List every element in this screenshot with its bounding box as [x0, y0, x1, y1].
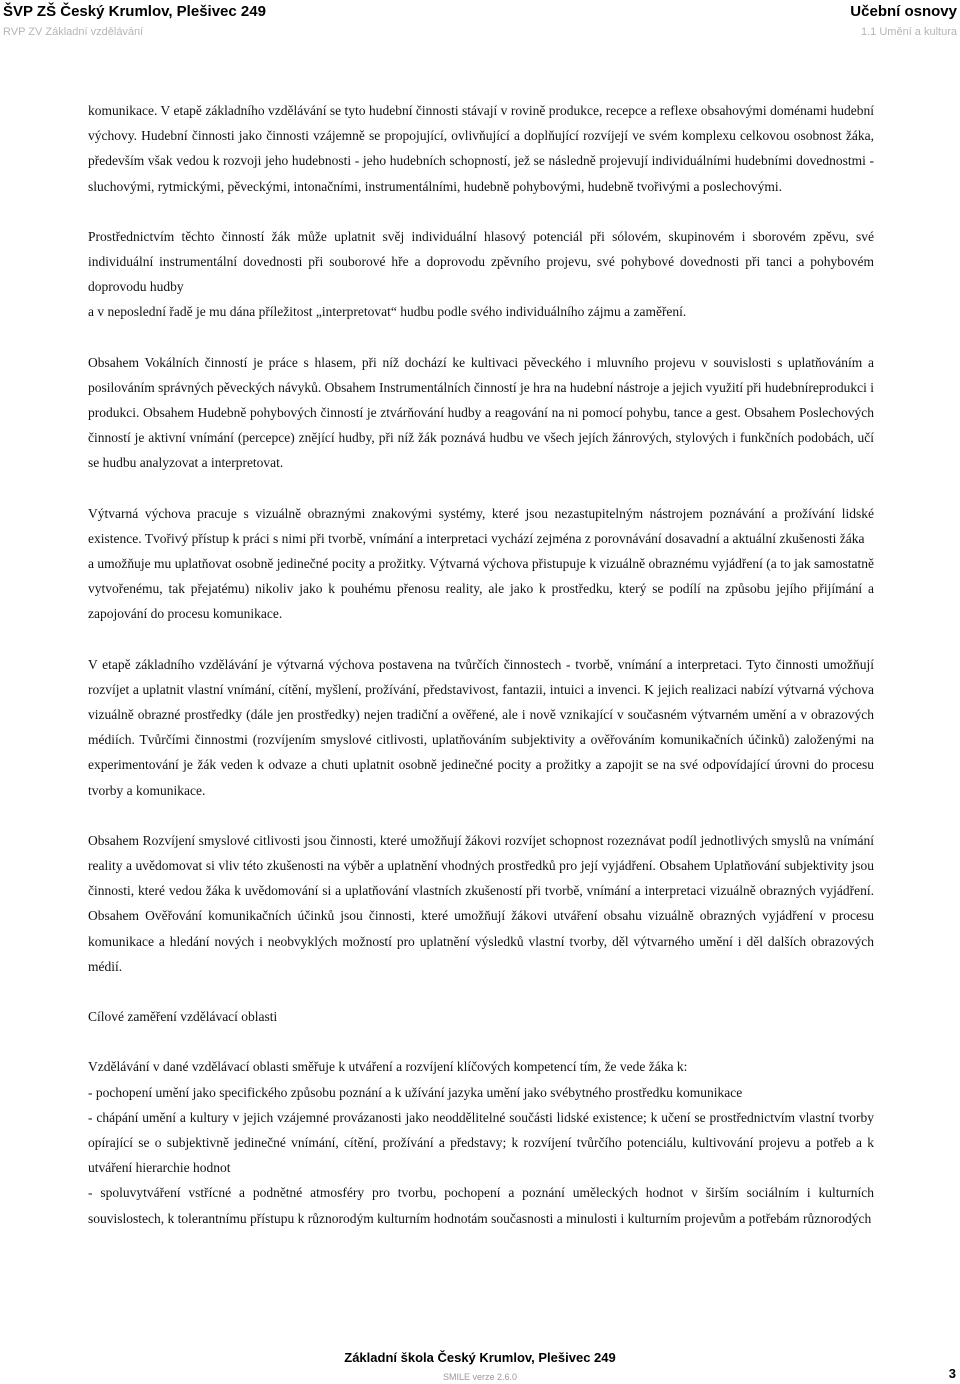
document-body: [88, 98, 874, 1256]
paragraph-hudebni-cinnosti: komunikace. V etapě základního vzdělávání se tyto hudební činnosti stávají v rovině produkce, recepce a reflexe obsahovými doménami hudební výchovy. Hudební činnosti jako činnosti vzájemně se propojující, ovlivňující a doplňující rozvíjejí ve svém komplexu celkovou osobnost žáka, především však vedou k rozvoji jeho hudebnosti - jeho hudebních schopností, jež se následně projevují individuálními hudebními dovednostmi - sluchovými, rytmickými, pěveckými, intonačními, instrumentálními, hudebně pohybovými, hudebně tvořivými a poslechovými.: [88, 103, 874, 194]
page-header-right: [850, 3, 957, 40]
section-title: Učební osnovy: [850, 3, 957, 20]
paragraph-etapa-vytvarna: V etapě základního vzdělávání je výtvarná výchova postavena na tvůrčích činnostech - tvorbě, vnímání a interpretaci. Tyto činnosti umožňují rozvíjet a uplatnit vlastní vnímání, cítění, myšlení, prožívání, představivost, fantazii, intuici a invenci. K jejich realizaci nabízí výtvarná výchova vizuálně obrazné prostředky (dále jen prostředky) nejen tradiční a ověřené, ale i nově vznikající v současném výtvarném umění a v obrazových médiích. Tvůrčími činnostmi (rozvíjením smyslové citlivosti, uplatňováním subjektivity a ověřováním komunikačních účinků) založenými na experimentování je žák veden k odvaze a chuti uplatnit osobně jedinečné pocity a prožitky a zapojit se na své odpovídající úrovni do procesu tvorby a komunikace.: [88, 656, 874, 798]
paragraph-rozvijeni-smyslove: Obsahem Rozvíjení smyslové citlivosti jsou činnosti, které umožňují žákovi rozvíjet schopnost rozeznávat podíl jednotlivých smyslů na vnímání reality a uvědomovat si vliv této zkušenosti na výběr a uplatnění vhodných prostředků pro její vyjádření. Obsahem Uplatňování subjektivity jsou činnosti, které vedou žáka k uvědomování si a uplatňování vlastních zkušeností při tvorbě, vnímání a interpretaci vizuálně obrazných vyjádření. Obsahem Ověřování komunikačních účinků jsou činnosti, které umožňují žákovi utváření obsahu vizuálně obrazných vyjádření v procesu komunikace a hledání nových i neobvyklých možností pro uplatnění výsledků vlastní tvorby, děl výtvarného umění i děl dalších obrazových médií.: [88, 832, 874, 974]
paragraph-interpretovat: a v neposlední řadě je mu dána příležitost „interpretovat“ hudbu podle svého individuálního zájmu a zaměření.: [88, 304, 687, 320]
list-item-pochopeni: - pochopení umění jako specifického způsobu poznání a k užívání jazyka umění jako svébytného prostředku komunikace: [88, 1084, 743, 1100]
page-header-left: [3, 3, 266, 40]
paragraph-vzdelavani-smeruje: Vzdělávání v dané vzdělávací oblasti směřuje k utváření a rozvíjení klíčových kompetencí tím, že vede žáka k:: [88, 1059, 688, 1075]
paragraph-vytvarna-vychova: Výtvarná výchova pracuje s vizuálně obraznými znakovými systémy, které jsou nezastupitelným nástrojem poznávání a prožívání lidské existence. Tvořivý přístup k práci s nimi při tvorbě, vnímání a interpretaci vychází zejména z porovnávání dosavadní a aktuální zkušenosti žáka: [88, 505, 874, 546]
page-number: 3: [948, 1366, 956, 1381]
document-subtitle: RVP ZV Základní vzdělávání: [3, 26, 144, 38]
section-subtitle: 1.1 Umění a kultura: [861, 26, 957, 38]
document-title: ŠVP ZŠ Český Krumlov, Plešivec 249: [3, 3, 266, 20]
paragraph-prostrednictvim: Prostřednictvím těchto činností žák může uplatnit svěj individuální hlasový potenciál při sólovém, skupinovém i sborovém zpěvu, své individuální instrumentální dovednosti při souborové hře a doprovodu zpěvního projevu, své pohybové dovednosti při tanci a pohybovém doprovodu hudby: [88, 228, 874, 295]
footer-school: Základní škola Český Krumlov, Plešivec 249: [344, 1350, 616, 1365]
paragraph-umoznuje: a umožňuje mu uplatňovat osobně jedinečné pocity a prožitky. Výtvarná výchova přistupuje k vizuálně obraznému vyjádření (a to jak samostatně vytvořenému, tak přejatému) nikoliv jako k pouhému přenosu reality, ale jako k prostředku, který se podílí na způsobu jejího přijímání a zapojování do procesu komunikace.: [88, 556, 874, 622]
heading-cilove-zamereni: Cílové zaměření vzdělávací oblasti: [88, 1009, 278, 1025]
list-item-chapani: - chápání umění a kultury v jejich vzájemné provázanosti jako neoddělitelné součásti lidské existence; k učení se prostřednictvím vlastní tvorby opírající se o subjektivně jedinečné vnímání, cítění, prožívání a představy; k rozvíjení tvůrčího potenciálu, kultivování projevu a potřeb a k utváření hierarchie hodnot: [88, 1109, 874, 1176]
footer-version: SMILE verze 2.6.0: [442, 1372, 518, 1382]
page-footer: [0, 1349, 960, 1367]
list-item-spoluvytvareni: - spoluvytváření vstřícné a podnětné atmosféry pro tvorbu, pochopení a poznání uměleckých hodnot v širším sociálním i kulturních souvislostech, k tolerantnímu přístupu k různorodým kulturním hodnotám současnosti a minulosti i kulturním projevům a potřebám různorodých: [88, 1185, 874, 1226]
paragraph-obsahem-vokalnich: Obsahem Vokálních činností je práce s hlasem, při níž dochází ke kultivaci pěveckého i mluvního projevu v souvislosti s uplatňováním a posilováním správných pěveckých návyků. Obsahem Instrumentálních činností je hra na hudební nástroje a jejich využití při hudebníreprodukci i produkci. Obsahem Hudebně pohybových činností je ztvárňování hudby a reagování na ni pomocí pohybu, tance a gest. Obsahem Poslechových činností je aktivní vnímání (percepce) znějící hudby, při níž žák poznává hudbu ve všech jejích žánrových, stylových i funkčních podobách, učí se hudbu analyzovat a interpretovat.: [88, 354, 874, 471]
